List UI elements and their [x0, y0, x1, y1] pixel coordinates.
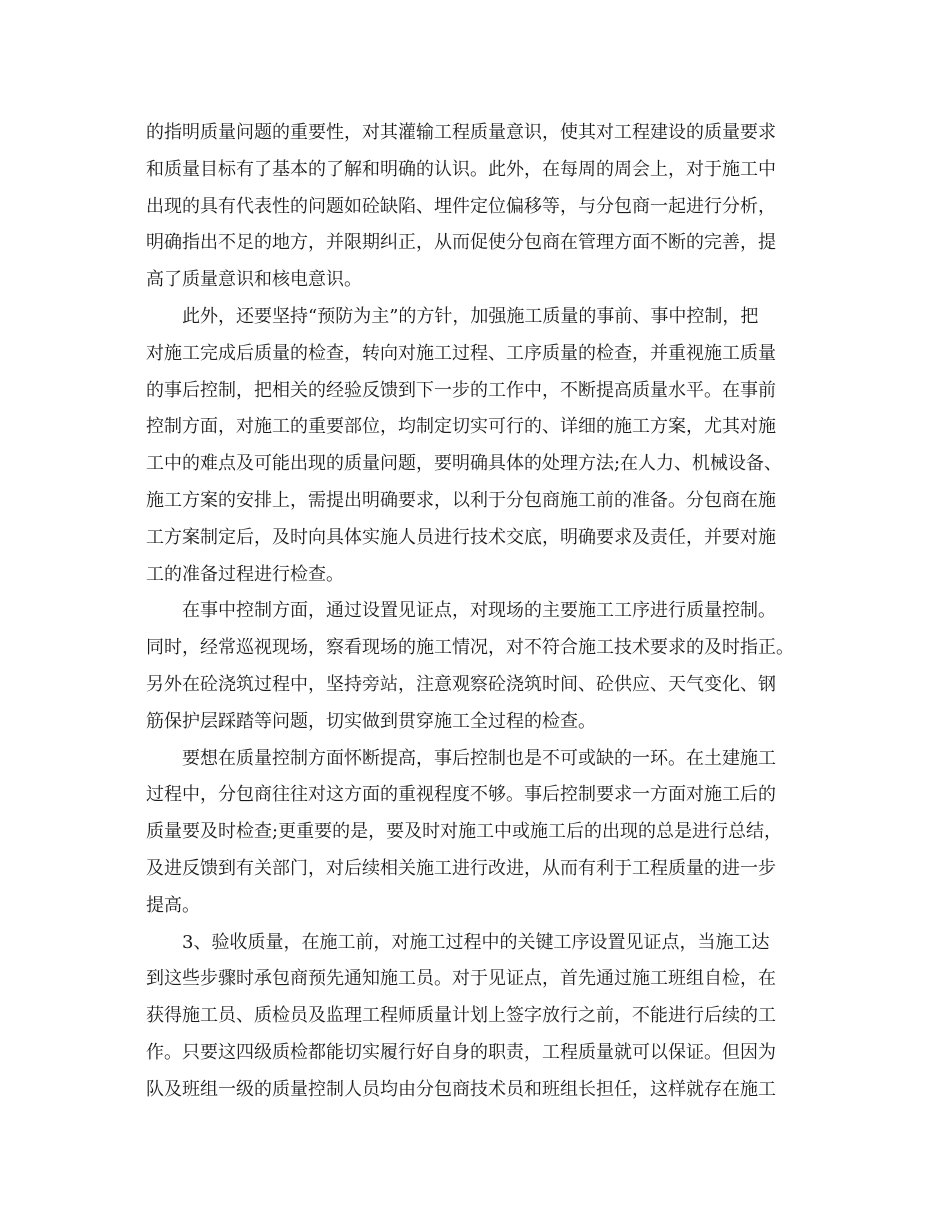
text-line: 作。只要这四级质检都能切实履行好自身的职责，工程质量就可以保证。但因为 — [146, 1041, 776, 1063]
text-line: 筋保护层踩踏等问题，切实做到贯穿施工全过程的检查。 — [146, 710, 596, 732]
text-line: 过程中，分包商往往对这方面的重视程度不够。事后控制要求一方面对施工后的 — [146, 784, 776, 806]
text-line: 另外在砼浇筑过程中，坚持旁站，注意观察砼浇筑时间、砼供应、天气变化、钢 — [146, 673, 776, 695]
text-line: 工中的难点及可能出现的质量问题，要明确具体的处理方法;在人力、机械设备、 — [146, 453, 783, 475]
text-line: 队及班组一级的质量控制人员均由分包商技术员和班组长担任，这样就存在施工 — [146, 1078, 776, 1100]
text-line: 同时，经常巡视现场，察看现场的施工情况，对不符合施工技术要求的及时指正。 — [146, 637, 794, 659]
text-line: 施工方案的安排上，需提出明确要求，以利于分包商施工前的准备。分包商在施 — [146, 489, 776, 511]
text-line: 质量要及时检查;更重要的是，要及时对施工中或施工后的出现的总是进行总结， — [146, 821, 783, 843]
text-line: 获得施工员、质检员及监理工程师质量计划上签字放行之前，不能进行后续的工 — [146, 1005, 776, 1027]
text-line: 及进反馈到有关部门，对后续相关施工进行改进，从而有利于工程质量的进一步 — [146, 857, 776, 879]
text-line: 控制方面，对施工的重要部位，均制定切实可行的、详细的施工方案，尤其对施 — [146, 416, 776, 438]
text-line: 出现的具有代表性的问题如砼缺陷、埋件定位偏移等，与分包商一起进行分析， — [146, 195, 776, 217]
paragraph-first-line: 要想在质量控制方面怀断提高，事后控制也是不可或缺的一环。在土建施工 — [182, 747, 776, 769]
text-line: 高了质量意识和核电意识。 — [146, 269, 362, 291]
text-line: 提高。 — [146, 894, 200, 916]
text-line: 的事后控制，把相关的经验反馈到下一步的工作中，不断提高质量水平。在事前 — [146, 379, 776, 401]
text-line: 到这些步骤时承包商预先通知施工员。对于见证点，首先通过施工班组自检，在 — [146, 968, 776, 990]
text-line: 和质量目标有了基本的了解和明确的认识。此外，在每周的周会上，对于施工中 — [146, 158, 776, 180]
paragraph-first-line: 在事中控制方面，通过设置见证点，对现场的主要施工工序进行质量控制。 — [182, 600, 776, 622]
text-line: 工的准备过程进行检查。 — [146, 563, 344, 585]
text-line: 的指明质量问题的重要性，对其灌输工程质量意识，使其对工程建设的质量要求 — [146, 122, 776, 143]
document-body-text — [146, 115, 806, 1109]
text-line: 工方案制定后，及时向具体实施人员进行技术交底，明确要求及责任，并要对施 — [146, 526, 776, 548]
paragraph-first-line: 3、验收质量，在施工前，对施工过程中的关键工序设置见证点，当施工达 — [182, 931, 770, 953]
text-line: 对施工完成后质量的检查，转向对施工过程、工序质量的检查，并重视施工质量 — [146, 342, 776, 364]
paragraph-first-line: 此外，还要坚持“预防为主”的方针，加强施工质量的事前、事中控制，把 — [182, 305, 759, 327]
text-line: 明确指出不足的地方，并限期纠正，从而促使分包商在管理方面不断的完善，提 — [146, 232, 776, 254]
